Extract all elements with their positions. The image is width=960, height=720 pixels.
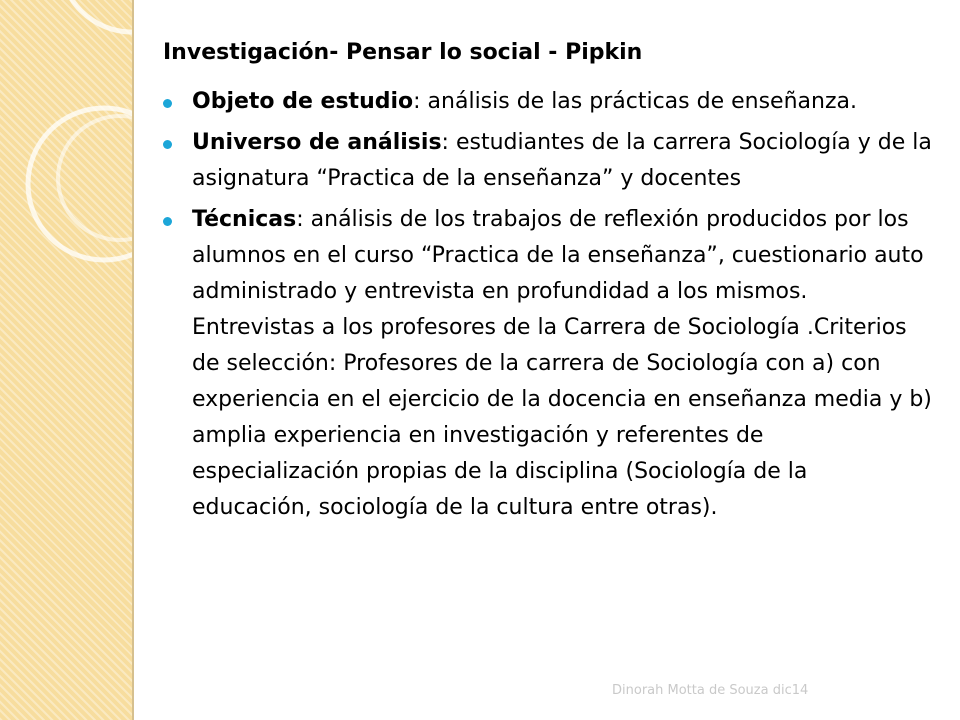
slide-footer: Dinorah Motta de Souza dic14 [612, 683, 809, 698]
bullet-text: : análisis de los trabajos de reflexión producidos por los alumnos en el curso “Practica de la enseñanza”, cuestionario auto administrado y entrevista en profundidad a los mismos. Entrevistas a los profesores de la Carrera de Sociología .Criterios de selección: Profesores de la carrera de Sociología con a) con experiencia en el ejercicio de la docencia en enseñanza media y b) amplia experiencia en investigación y referentes de especialización propias de la disciplina (Sociología de la educación, sociología de la cultura entre otras). [192, 207, 932, 520]
bullet-term: Objeto de estudio [192, 89, 414, 114]
slide-title: Investigación- Pensar lo social - Pipkin [163, 40, 643, 65]
bullet-text: : estudiantes de la carrera Sociología y de la asignatura “Practica de la enseñanza” y docentes [192, 130, 932, 191]
bullet-item-universo [163, 125, 933, 197]
decorative-left-band [0, 0, 134, 720]
bullet-text: : análisis de las prácticas de enseñanza. [413, 89, 857, 114]
decorative-circles-graphic [0, 0, 132, 720]
bullet-term: Técnicas [192, 207, 297, 232]
bullet-item-tecnicas [163, 202, 933, 526]
bullet-item-objeto [163, 84, 933, 120]
bullet-term: Universo de análisis [192, 130, 442, 155]
bullet-list [163, 84, 933, 526]
